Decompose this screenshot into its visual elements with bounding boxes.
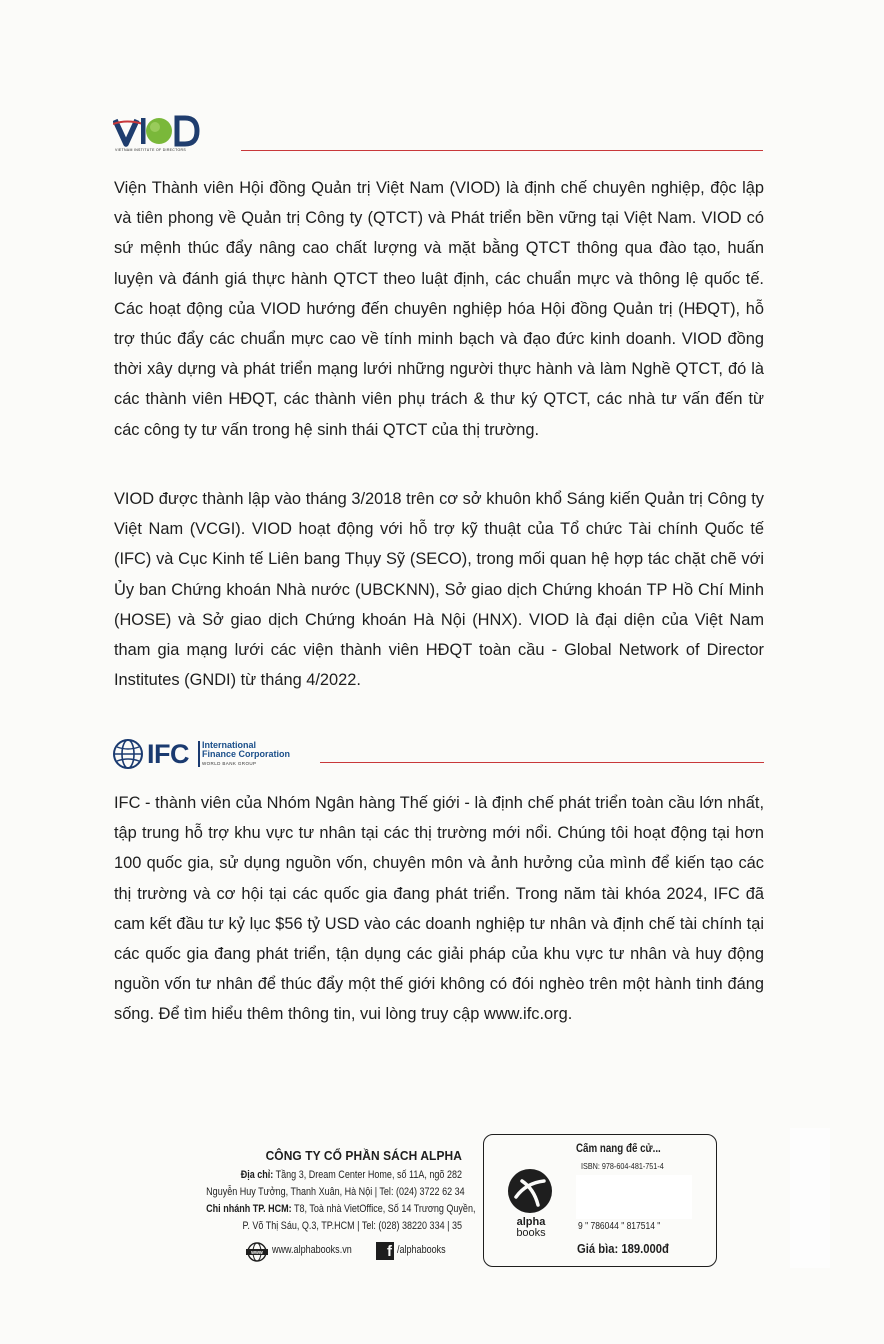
ifc-header: [112, 738, 764, 774]
ifc-name-line-1: International: [202, 740, 257, 750]
scan-glare: [790, 1128, 830, 1268]
ifc-logo-text: IFC: [147, 739, 189, 769]
book-price: Giá bìa: 189.000đ: [577, 1242, 669, 1256]
publisher-branch-line-2: P. Võ Thị Sáu, Q.3, TP.HCM | Tel: (028) 38220 334 | 35: [242, 1220, 462, 1232]
ifc-name-line-2: Finance Corporation: [202, 749, 291, 759]
viod-header: [113, 110, 763, 160]
branch-label: Chi nhánh TP. HCM:: [206, 1203, 292, 1215]
publisher-links: [246, 1241, 466, 1263]
branch-1: T8, Toà nhà VietOffice, Số 14 Trương Quyền,: [294, 1203, 476, 1215]
www-globe-icon: [246, 1242, 268, 1262]
svg-text:www: www: [251, 1250, 263, 1257]
publisher-address-line-2: Nguyễn Huy Tưởng, Thanh Xuân, Hà Nội | Tel: (024) 3722 62 34: [206, 1186, 465, 1198]
alpha-word: alpha: [516, 1216, 546, 1228]
facebook-icon: f: [376, 1242, 394, 1260]
publisher-info: [150, 1148, 476, 1235]
viod-paragraph-1: Viện Thành viên Hội đồng Quản trị Việt Nam (VIOD) là định chế chuyên nghiệp, độc lập và tiên phong về Quản trị Công ty (QTCT) và Phát triển bền vững tại Việt Nam. VIOD có sứ mệnh thúc đẩy nâng cao chất lượng và mặt bằng QTCT thông qua đào tạo, huấn luyện và đánh giá thực hành QTCT theo luật định, các chuẩn mực và thông lệ quốc tế. Các hoạt động của VIOD hướng đến chuyên nghiệp hóa Hội đồng Quản trị (HĐQT), hỗ trợ thúc đẩy các chuẩn mực cao về tính minh bạch và đạo đức kinh doanh. VIOD đồng thời xây dựng và phát triển mạng lưới những người thực hành và làm Nghề QTCT, đó là các thành viên HĐQT, các thành viên phụ trách & thư ký QTCT, các nhà tư vấn đến từ các công ty tư vấn trong hệ sinh thái QTCT của thị trường.: [114, 179, 764, 439]
book-info-box: [483, 1134, 717, 1267]
viod-logo-subtitle: VIETNAM INSTITUTE OF DIRECTORS: [115, 148, 186, 152]
book-title: Cẩm nang để cử...: [576, 1143, 661, 1155]
viod-paragraph-2: VIOD được thành lập vào tháng 3/2018 trên cơ sở khuôn khổ Sáng kiến Quản trị Công ty Việt Nam (VCGI). VIOD hoạt động với hỗ trợ kỹ thuật của Tổ chức Tài chính Quốc tế (IFC) và Cục Kinh tế Liên bang Thụy Sỹ (SECO), trong mối quan hệ hợp tác chặt chẽ với Ủy ban Chứng khoán Nhà nước (UBCKNN), Sở giao dịch Chứng khoán TP Hồ Chí Minh (HOSE) và Sở giao dịch Chứng khoán Hà Nội (HNX). VIOD là đại diện của Việt Nam tham gia mạng lưới các viện thành viên HĐQT toàn cầu - Global Network of Director Institutes (GNDI) từ tháng 4/2022.: [114, 490, 764, 690]
barcode-number: 9 " 786044 " 817514 ": [578, 1221, 661, 1232]
ifc-full-name: [202, 741, 290, 759]
viod-divider: [241, 150, 763, 151]
publisher-address-line-1: [206, 1167, 462, 1184]
alpha-books-logo-icon: [506, 1167, 554, 1215]
isbn: ISBN: 978-604-481-751-4: [581, 1161, 664, 1171]
website-link[interactable]: www.alphabooks.vn: [272, 1244, 352, 1256]
globe-icon: [112, 738, 144, 770]
alpha-books-wordmark: [508, 1217, 554, 1239]
books-word: books: [516, 1227, 546, 1239]
ifc-group-line: WORLD BANK GROUP: [202, 761, 257, 766]
ifc-logo-separator: [198, 741, 200, 767]
barcode-area: [576, 1175, 692, 1219]
facebook-link[interactable]: /alphabooks: [397, 1244, 446, 1256]
ifc-paragraph: IFC - thành viên của Nhóm Ngân hàng Thế giới - là định chế phát triển toàn cầu lớn nhất, tập trung hỗ trợ khu vực tư nhân tại các thị trường mới nổi. Chúng tôi hoạt động tại hơn 100 quốc gia, sử dụng nguồn vốn, chuyên môn và ảnh hưởng của mình để kiến tạo các thị trường và cơ hội tại các quốc gia đang phát triển. Trong năm tài khóa 2024, IFC đã cam kết đầu tư kỷ lục $56 tỷ USD vào các doanh nghiệp tư nhân và định chế tài chính tại các quốc gia đang phát triển, tận dụng các giải pháp của khu vực tư nhân và huy động nguồn vốn tư nhân để thúc đẩy một thế giới không có đói nghèo trên một hành tinh đáng sống. Để tìm hiểu thêm thông tin, vui lòng truy cập www.ifc.org.: [114, 794, 764, 1024]
address-label: Địa chỉ:: [240, 1169, 274, 1181]
address-1: Tầng 3, Dream Center Home, số 11A, ngõ 282: [275, 1169, 462, 1181]
ifc-divider: [320, 762, 764, 763]
publisher-name: CÔNG TY CỔ PHẦN SÁCH ALPHA: [265, 1148, 462, 1163]
publisher-branch-line-1: [206, 1201, 476, 1218]
